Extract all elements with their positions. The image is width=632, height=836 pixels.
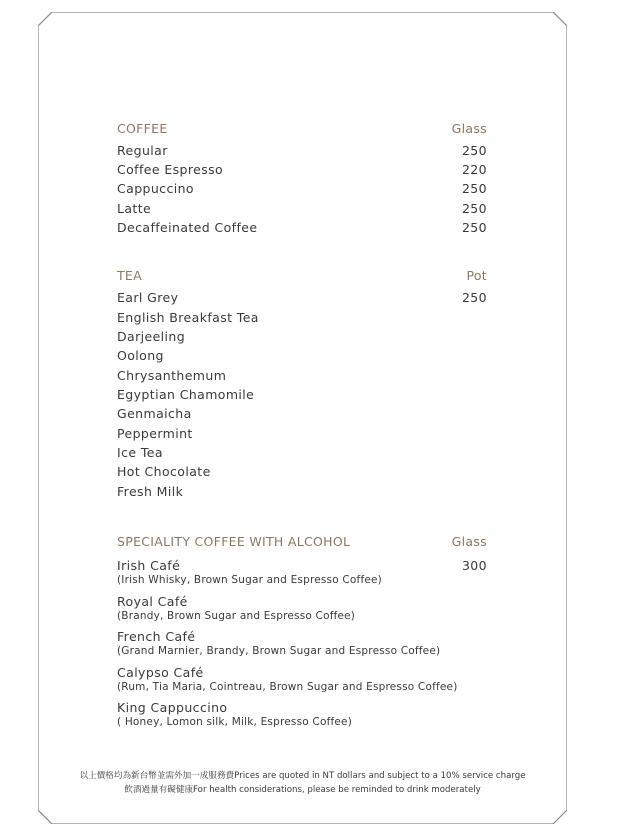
item-name: King Cappuccino xyxy=(117,700,228,715)
menu-item xyxy=(117,220,487,238)
item-price: 250 xyxy=(461,181,487,196)
item-name: Earl Grey xyxy=(117,290,179,305)
item-name: Hot Chocolate xyxy=(117,464,211,479)
tea-section-header xyxy=(117,268,487,286)
item-name: Darjeeling xyxy=(117,329,186,344)
item-description: (Rum, Tia Maria, Cointreau, Brown Sugar and Espresso Coffee) xyxy=(117,681,458,693)
menu-item xyxy=(117,484,487,502)
item-name: Chrysanthemum xyxy=(117,368,227,383)
item-name: Royal Café xyxy=(117,594,188,609)
health-note: 飲酒過量有礙健康For health considerations, please be reminded to drink moderately xyxy=(124,785,481,795)
item-description: (Irish Whisky, Brown Sugar and Espresso Coffee) xyxy=(117,574,382,586)
menu-item xyxy=(117,464,487,482)
item-description: (Brandy, Brown Sugar and Espresso Coffee) xyxy=(117,610,356,622)
menu-item xyxy=(117,290,487,308)
menu-item xyxy=(117,329,487,347)
menu-item xyxy=(117,368,487,386)
tea-title: TEA xyxy=(117,268,142,283)
menu-item xyxy=(117,310,487,328)
item-name: Oolong xyxy=(117,348,164,363)
menu-item xyxy=(117,406,487,424)
item-price: 250 xyxy=(461,201,487,216)
menu-item xyxy=(117,143,487,161)
item-name: Genmaicha xyxy=(117,406,192,421)
coffee-section-header xyxy=(117,121,487,139)
menu-item xyxy=(117,201,487,219)
item-name: Regular xyxy=(117,143,168,158)
menu-item xyxy=(117,445,487,463)
item-name: Peppermint xyxy=(117,426,193,441)
speciality-unit: Glass xyxy=(451,534,487,549)
menu-item xyxy=(117,387,487,405)
service-charge-note: 以上價格均為新台幣並需外加一成服務費Prices are quoted in NT dollars and subject to a 10% service charge xyxy=(79,771,526,781)
item-name: French Café xyxy=(117,629,196,644)
item-name: Decaffeinated Coffee xyxy=(117,220,258,235)
coffee-unit: Glass xyxy=(451,121,487,136)
item-name: Fresh Milk xyxy=(117,484,184,499)
item-name: Cappuccino xyxy=(117,181,194,196)
item-name: Egyptian Chamomile xyxy=(117,387,255,402)
item-name: Ice Tea xyxy=(117,445,163,460)
item-description: ( Honey, Lomon silk, Milk, Espresso Coffee) xyxy=(117,716,352,728)
item-name: English Breakfast Tea xyxy=(117,310,259,325)
item-description: (Grand Marnier, Brandy, Brown Sugar and Espresso Coffee) xyxy=(117,645,441,657)
coffee-title: COFFEE xyxy=(117,121,168,136)
item-name: Latte xyxy=(117,201,152,216)
tea-unit: Pot xyxy=(466,268,487,283)
item-name: Calypso Café xyxy=(117,665,204,680)
menu-item xyxy=(117,426,487,444)
item-price: 250 xyxy=(461,143,487,158)
item-price: 220 xyxy=(461,162,487,177)
menu-item xyxy=(117,348,487,366)
item-name: Irish Café xyxy=(117,558,181,573)
menu-item xyxy=(117,181,487,199)
item-name: Coffee Espresso xyxy=(117,162,224,177)
item-price: 250 xyxy=(461,290,487,305)
speciality-title: SPECIALITY COFFEE WITH ALCOHOL xyxy=(117,534,351,549)
item-price: 300 xyxy=(461,558,487,573)
speciality-section-header xyxy=(117,534,487,552)
menu-item xyxy=(117,162,487,180)
item-price: 250 xyxy=(461,220,487,235)
